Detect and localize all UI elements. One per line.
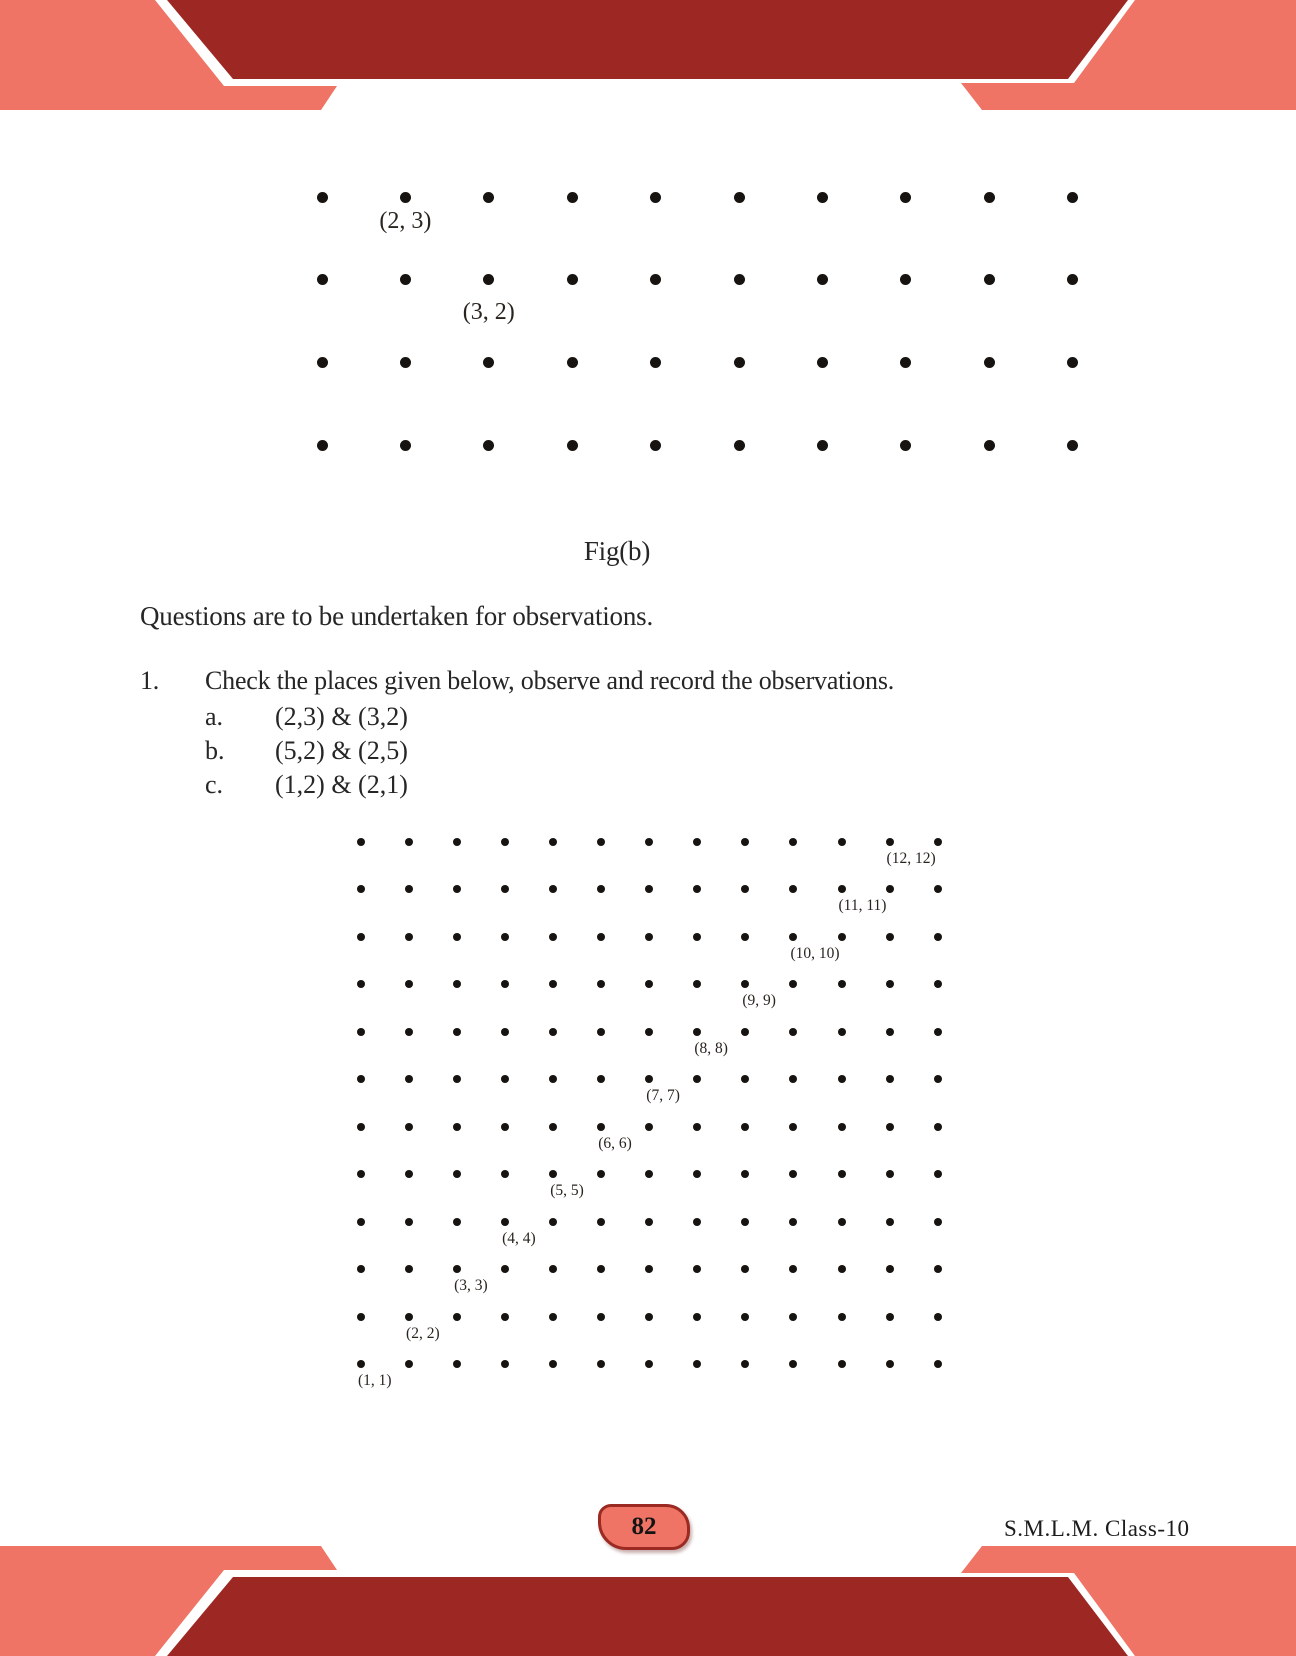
grid-dot bbox=[645, 838, 653, 846]
grid-dot bbox=[817, 357, 828, 368]
grid-dot bbox=[549, 1123, 557, 1131]
grid-dot bbox=[317, 357, 328, 368]
grid-dot bbox=[405, 1265, 413, 1273]
grid-dot bbox=[934, 980, 942, 988]
question-item-text-c: (1,2) & (2,1) bbox=[275, 770, 408, 799]
grid-dot bbox=[741, 1218, 749, 1226]
grid-dot bbox=[900, 440, 911, 451]
grid-dot bbox=[400, 192, 411, 203]
grid-dot bbox=[934, 885, 942, 893]
grid-dot bbox=[645, 1170, 653, 1178]
grid-dot bbox=[886, 933, 894, 941]
coordinate-label: (4, 4) bbox=[502, 1229, 536, 1247]
grid-dot bbox=[645, 1123, 653, 1131]
grid-dot bbox=[501, 1075, 509, 1083]
grid-dot bbox=[405, 1360, 413, 1368]
grid-dot bbox=[501, 1265, 509, 1273]
grid-dot bbox=[405, 885, 413, 893]
grid-dot bbox=[357, 980, 365, 988]
grid-dot bbox=[549, 1265, 557, 1273]
grid-dot bbox=[400, 274, 411, 285]
book-title-label: S.M.L.M. Class-10 bbox=[1004, 1516, 1190, 1541]
grid-dot bbox=[838, 1028, 846, 1036]
grid-dot bbox=[501, 933, 509, 941]
grid-dot bbox=[741, 838, 749, 846]
grid-dot bbox=[934, 1218, 942, 1226]
grid-dot bbox=[741, 1170, 749, 1178]
grid-dot bbox=[934, 1123, 942, 1131]
grid-dot bbox=[984, 357, 995, 368]
grid-dot bbox=[693, 1218, 701, 1226]
grid-dot bbox=[405, 1075, 413, 1083]
grid-dot bbox=[400, 440, 411, 451]
grid-dot bbox=[886, 1123, 894, 1131]
grid-dot bbox=[789, 1123, 797, 1131]
question-item-text-a: (2,3) & (3,2) bbox=[275, 702, 408, 731]
grid-dot bbox=[838, 1360, 846, 1368]
grid-dot bbox=[1067, 440, 1078, 451]
grid-dot bbox=[645, 1218, 653, 1226]
grid-dot bbox=[597, 1360, 605, 1368]
header-dark-band bbox=[167, 0, 1128, 79]
grid-dot bbox=[650, 274, 661, 285]
grid-dot bbox=[693, 1075, 701, 1083]
grid-dot bbox=[984, 274, 995, 285]
grid-dot bbox=[501, 838, 509, 846]
grid-dot bbox=[693, 1028, 701, 1036]
intro-text: Questions are to be undertaken for observations. bbox=[140, 601, 653, 631]
grid-dot bbox=[501, 1170, 509, 1178]
grid-dot bbox=[357, 1313, 365, 1321]
grid-dot bbox=[453, 933, 461, 941]
grid-dot bbox=[645, 1360, 653, 1368]
grid-dot bbox=[453, 1075, 461, 1083]
grid-dot bbox=[597, 980, 605, 988]
grid-dot bbox=[483, 357, 494, 368]
grid-dot bbox=[838, 980, 846, 988]
grid-dot bbox=[1067, 274, 1078, 285]
grid-dot bbox=[934, 1028, 942, 1036]
grid-dot bbox=[597, 1170, 605, 1178]
grid-dot bbox=[984, 192, 995, 203]
grid-dot bbox=[597, 1028, 605, 1036]
grid-dot bbox=[501, 1360, 509, 1368]
header-banner bbox=[0, 0, 1296, 110]
grid-dot bbox=[357, 1265, 365, 1273]
grid-dot bbox=[357, 1028, 365, 1036]
grid-dot bbox=[549, 1360, 557, 1368]
grid-dot bbox=[357, 1075, 365, 1083]
coordinate-label: (9, 9) bbox=[742, 992, 776, 1010]
grid-dot bbox=[789, 1028, 797, 1036]
grid-dot bbox=[900, 192, 911, 203]
grid-dot bbox=[357, 1170, 365, 1178]
grid-dot bbox=[1067, 357, 1078, 368]
grid-dot bbox=[693, 933, 701, 941]
grid-dot bbox=[645, 933, 653, 941]
grid-dot bbox=[789, 933, 797, 941]
coordinate-label: (10, 10) bbox=[790, 944, 840, 962]
grid-dot bbox=[357, 1218, 365, 1226]
figure-caption: Fig(b) bbox=[583, 536, 651, 566]
grid-dot bbox=[597, 1265, 605, 1273]
coordinate-label: (6, 6) bbox=[598, 1134, 632, 1152]
coordinate-label: (3, 3) bbox=[454, 1277, 488, 1295]
grid-dot bbox=[838, 838, 846, 846]
coordinate-label: (1, 1) bbox=[358, 1372, 392, 1390]
grid-dot bbox=[900, 357, 911, 368]
grid-dot bbox=[483, 192, 494, 203]
grid-dot bbox=[400, 357, 411, 368]
grid-dot bbox=[597, 838, 605, 846]
coordinate-label: (5, 5) bbox=[550, 1182, 584, 1200]
grid-dot bbox=[597, 1218, 605, 1226]
grid-dot bbox=[886, 885, 894, 893]
grid-dot bbox=[549, 1028, 557, 1036]
grid-dot bbox=[501, 885, 509, 893]
question-number: 1. bbox=[140, 666, 160, 695]
grid-dot bbox=[838, 885, 846, 893]
coordinate-label: (3, 2) bbox=[462, 298, 515, 325]
grid-dot bbox=[549, 1218, 557, 1226]
grid-dot bbox=[453, 1265, 461, 1273]
grid-dot bbox=[453, 838, 461, 846]
grid-dot bbox=[900, 274, 911, 285]
grid-dot bbox=[984, 440, 995, 451]
grid-dot bbox=[567, 274, 578, 285]
grid-dot bbox=[693, 1265, 701, 1273]
coordinate-label: (2, 3) bbox=[379, 208, 432, 234]
grid-dot bbox=[886, 1218, 894, 1226]
grid-dot bbox=[549, 1313, 557, 1321]
grid-dot bbox=[886, 980, 894, 988]
grid-dot bbox=[838, 1218, 846, 1226]
grid-dot bbox=[453, 1170, 461, 1178]
grid-dot bbox=[453, 1218, 461, 1226]
grid-dot bbox=[405, 1218, 413, 1226]
grid-dot bbox=[789, 838, 797, 846]
grid-dot bbox=[357, 1360, 365, 1368]
grid-dot bbox=[405, 933, 413, 941]
grid-dot bbox=[693, 838, 701, 846]
grid-dot bbox=[741, 885, 749, 893]
grid-dot bbox=[483, 274, 494, 285]
grid-dot bbox=[741, 1265, 749, 1273]
grid-dot bbox=[789, 1075, 797, 1083]
grid-dot bbox=[501, 1313, 509, 1321]
grid-dot bbox=[549, 1170, 557, 1178]
grid-dot bbox=[741, 1123, 749, 1131]
grid-dot bbox=[597, 1075, 605, 1083]
grid-dot bbox=[817, 274, 828, 285]
grid-dot bbox=[734, 192, 745, 203]
grid-dot bbox=[549, 885, 557, 893]
grid-dot bbox=[645, 885, 653, 893]
grid-dot bbox=[838, 933, 846, 941]
grid-dot bbox=[817, 440, 828, 451]
grid-dot bbox=[734, 357, 745, 368]
grid-dot bbox=[317, 192, 328, 203]
question-item-label-b: b. bbox=[205, 736, 225, 765]
grid-dot bbox=[501, 1028, 509, 1036]
grid-dot bbox=[789, 1170, 797, 1178]
grid-dot bbox=[693, 1313, 701, 1321]
grid-dot bbox=[741, 980, 749, 988]
grid-dot bbox=[453, 1313, 461, 1321]
grid-dot bbox=[934, 838, 942, 846]
grid-dot bbox=[317, 440, 328, 451]
grid-dot bbox=[501, 980, 509, 988]
grid-dot bbox=[741, 1028, 749, 1036]
grid-dot bbox=[650, 192, 661, 203]
grid-dot bbox=[789, 1360, 797, 1368]
coordinate-label: (7, 7) bbox=[646, 1087, 680, 1105]
grid-dot bbox=[693, 1170, 701, 1178]
grid-dot bbox=[567, 440, 578, 451]
page-number-badge: 82 bbox=[598, 1504, 690, 1550]
grid-dot bbox=[886, 1075, 894, 1083]
grid-dot bbox=[934, 1360, 942, 1368]
grid-dot bbox=[789, 885, 797, 893]
grid-dot bbox=[693, 1123, 701, 1131]
grid-dot bbox=[789, 1265, 797, 1273]
coordinate-label: (8, 8) bbox=[694, 1039, 728, 1057]
grid-dot bbox=[405, 1170, 413, 1178]
grid-dot bbox=[886, 838, 894, 846]
grid-dot bbox=[693, 980, 701, 988]
grid-dot bbox=[645, 1028, 653, 1036]
grid-dot bbox=[501, 1123, 509, 1131]
grid-dot bbox=[317, 274, 328, 285]
grid-dot bbox=[934, 1313, 942, 1321]
grid-dot bbox=[817, 192, 828, 203]
footer-dark-band bbox=[167, 1577, 1128, 1656]
grid-dot bbox=[405, 980, 413, 988]
grid-dot bbox=[650, 357, 661, 368]
grid-dot bbox=[838, 1123, 846, 1131]
grid-dot bbox=[405, 1123, 413, 1131]
grid-dot bbox=[567, 192, 578, 203]
grid-dot bbox=[838, 1170, 846, 1178]
grid-dot bbox=[650, 440, 661, 451]
grid-dot bbox=[838, 1313, 846, 1321]
grid-dot bbox=[501, 1218, 509, 1226]
grid-dot bbox=[741, 1075, 749, 1083]
grid-dot bbox=[453, 885, 461, 893]
grid-dot bbox=[549, 838, 557, 846]
grid-dot bbox=[886, 1170, 894, 1178]
grid-dot bbox=[357, 933, 365, 941]
grid-dot bbox=[886, 1313, 894, 1321]
grid-dot bbox=[734, 440, 745, 451]
question-item-text-b: (5,2) & (2,5) bbox=[275, 736, 408, 765]
grid-dot bbox=[357, 1123, 365, 1131]
grid-dot bbox=[693, 1360, 701, 1368]
grid-dot bbox=[934, 933, 942, 941]
grid-dot bbox=[597, 1123, 605, 1131]
grid-dot bbox=[741, 1313, 749, 1321]
grid-dot bbox=[483, 440, 494, 451]
grid-dot bbox=[734, 274, 745, 285]
grid-dot bbox=[789, 1313, 797, 1321]
coordinate-label: (11, 11) bbox=[838, 897, 887, 915]
grid-dot bbox=[645, 980, 653, 988]
grid-dot bbox=[886, 1028, 894, 1036]
grid-dot bbox=[838, 1265, 846, 1273]
grid-dot bbox=[597, 933, 605, 941]
coordinate-label: (12, 12) bbox=[886, 849, 936, 867]
grid-dot bbox=[597, 885, 605, 893]
grid-dot bbox=[567, 357, 578, 368]
grid-dot bbox=[645, 1265, 653, 1273]
grid-dot bbox=[645, 1075, 653, 1083]
grid-dot bbox=[838, 1075, 846, 1083]
grid-dot bbox=[693, 885, 701, 893]
grid-dot bbox=[741, 933, 749, 941]
coordinate-label: (2, 2) bbox=[406, 1324, 440, 1342]
grid-dot bbox=[741, 1360, 749, 1368]
grid-dot bbox=[549, 933, 557, 941]
grid-dot bbox=[886, 1265, 894, 1273]
grid-dot bbox=[886, 1360, 894, 1368]
question-item-label-c: c. bbox=[205, 770, 224, 799]
grid-dot bbox=[357, 885, 365, 893]
question-text: Check the places given below, observe and record the observations. bbox=[205, 666, 895, 695]
grid-dot bbox=[453, 1360, 461, 1368]
grid-dot bbox=[357, 838, 365, 846]
grid-dot bbox=[453, 980, 461, 988]
grid-dot bbox=[934, 1075, 942, 1083]
grid-dot bbox=[645, 1313, 653, 1321]
grid-dot bbox=[934, 1265, 942, 1273]
grid-dot bbox=[1067, 192, 1078, 203]
grid-dot bbox=[405, 838, 413, 846]
question-item-label-a: a. bbox=[205, 702, 224, 731]
grid-dot bbox=[549, 980, 557, 988]
grid-dot bbox=[597, 1313, 605, 1321]
grid-dot bbox=[405, 1028, 413, 1036]
grid-dot bbox=[934, 1170, 942, 1178]
grid-dot bbox=[453, 1123, 461, 1131]
grid-dot bbox=[789, 1218, 797, 1226]
grid-dot bbox=[549, 1075, 557, 1083]
footer-banner bbox=[0, 1546, 1296, 1656]
grid-dot bbox=[453, 1028, 461, 1036]
grid-dot bbox=[405, 1313, 413, 1321]
grid-dot bbox=[789, 980, 797, 988]
